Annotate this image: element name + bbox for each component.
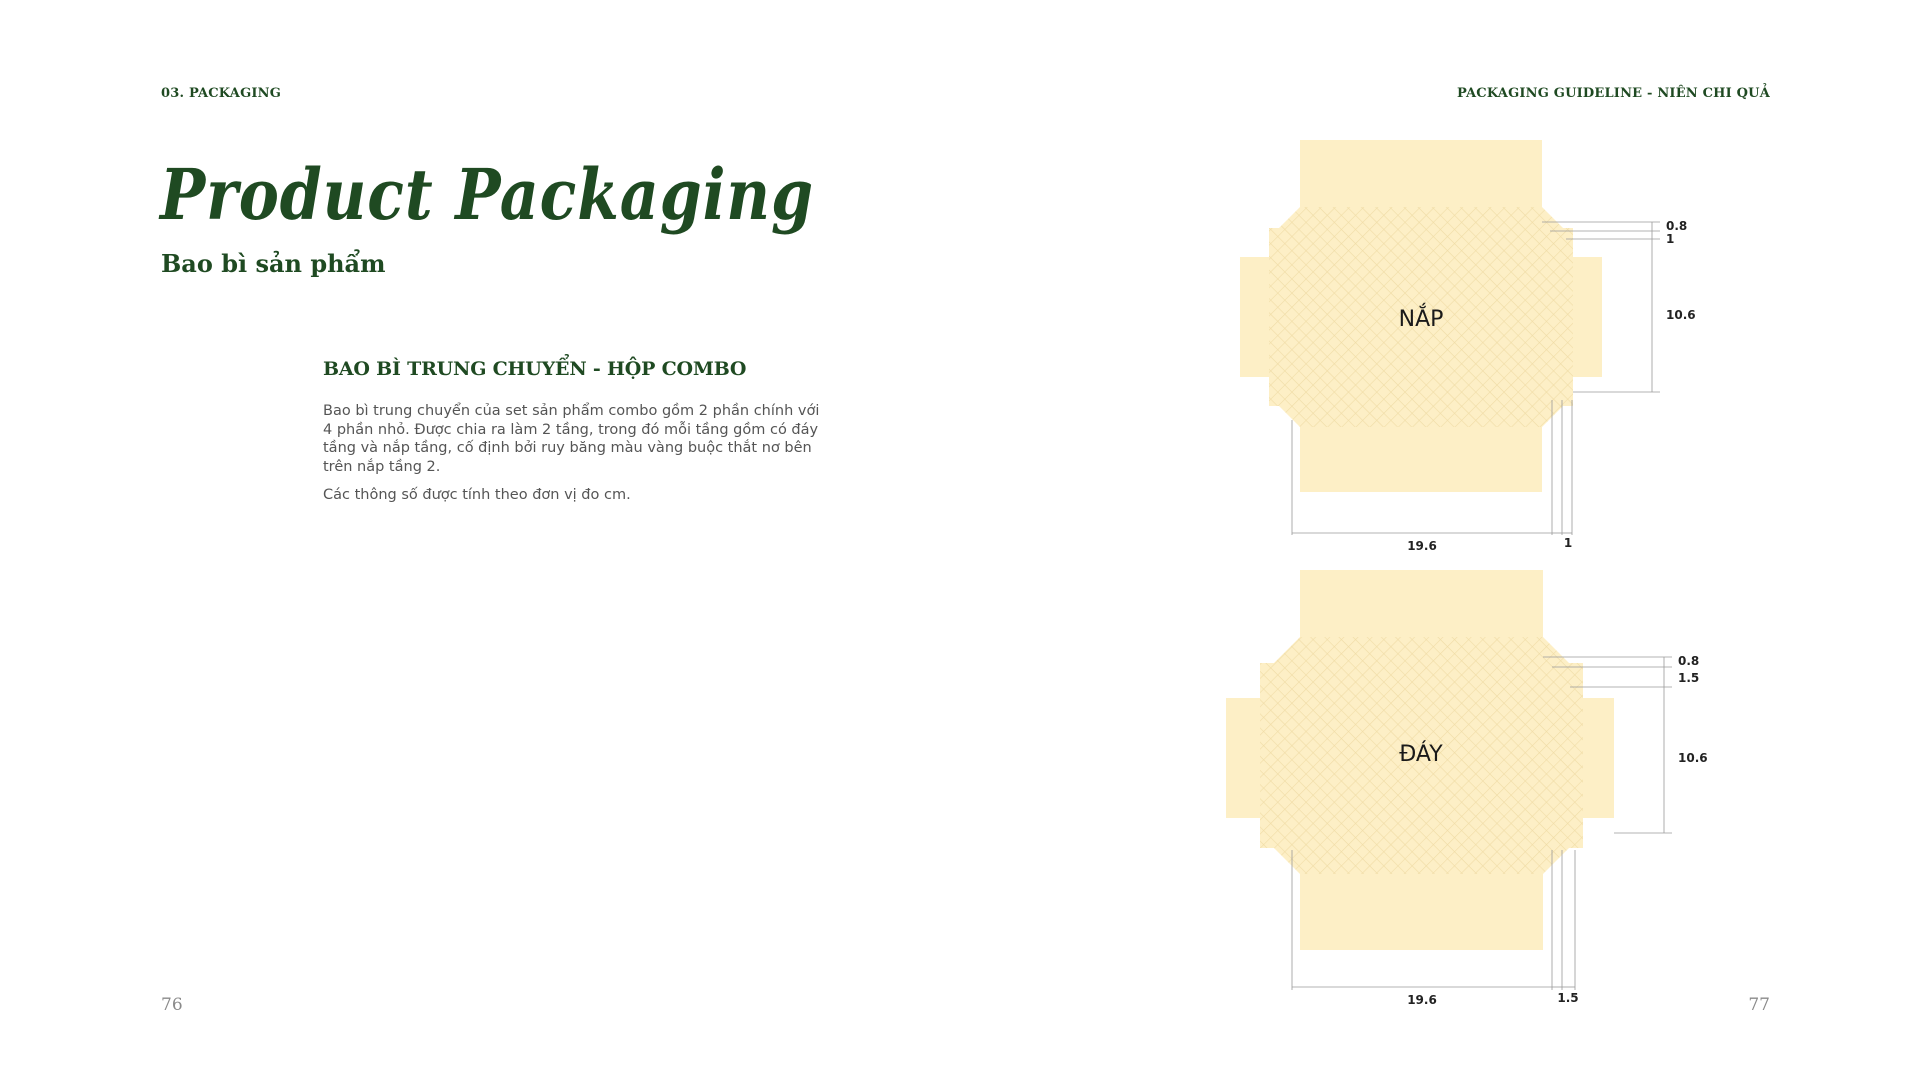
- base-dim-top-gap: 0.8: [1678, 654, 1700, 668]
- base-dim-side: 1.5: [1557, 991, 1579, 1005]
- lid-dim-height: 10.6: [1666, 308, 1696, 322]
- base-label: ĐÁY: [1399, 742, 1443, 767]
- section-heading: BAO BÌ TRUNG CHUYỂN - HỘP COMBO: [323, 358, 747, 380]
- base-dim-width: 19.6: [1407, 993, 1437, 1007]
- base-dim-second-gap: 1.5: [1678, 671, 1700, 685]
- section-header: 03. PACKAGING: [161, 86, 282, 101]
- base-dim-height: 10.6: [1678, 751, 1708, 765]
- lid-dim-width: 19.6: [1407, 539, 1437, 553]
- page-subtitle: Bao bì sản phẩm: [161, 249, 386, 278]
- lid-label: NẮP: [1398, 307, 1444, 332]
- lid-dim-second-gap: 1: [1666, 232, 1675, 246]
- guideline-header: PACKAGING GUIDELINE - NIÊN CHI QUẢ: [1456, 86, 1770, 101]
- base-dieline: [1226, 570, 1708, 1007]
- dieline-diagrams: [1200, 130, 1720, 1010]
- section-body: Bao bì trung chuyển của set sản phẩm combo gồm 2 phần chính với 4 phần nhỏ. Được chia ra làm 2 tầng, trong đó mỗi tầng gồm có đáy tầng và nắp tầng, cố định bởi ruy băng màu vàng buộc thắt nơ bên trên nắp tầng 2.: [323, 403, 820, 475]
- page-number-right: 77: [1748, 995, 1770, 1015]
- lid-dim-top-gap: 0.8: [1666, 219, 1688, 233]
- section-note: Các thông số được tính theo đơn vị đo cm.: [323, 487, 631, 503]
- page-number-left: 76: [161, 995, 183, 1015]
- lid-dieline: [1240, 140, 1696, 553]
- lid-dim-side: 1: [1563, 536, 1573, 550]
- page-title: Product Packaging: [160, 153, 814, 236]
